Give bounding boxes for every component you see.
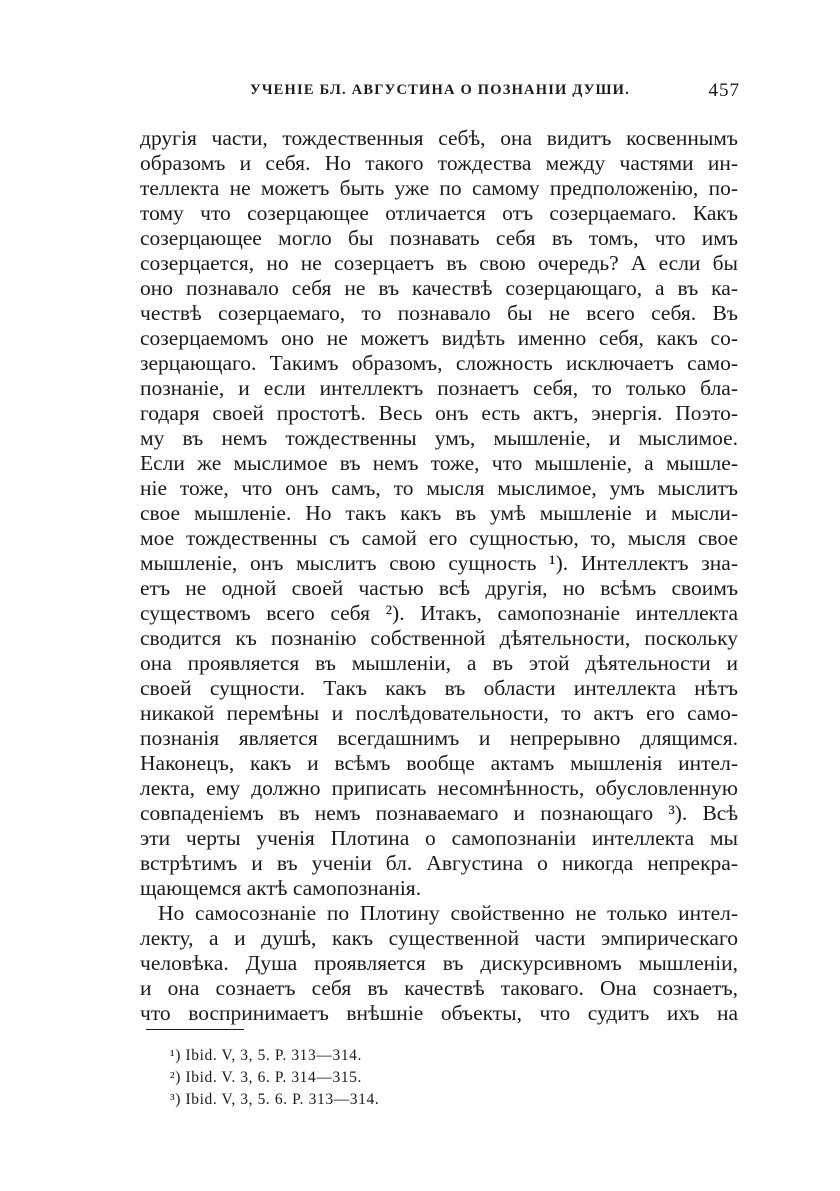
text-line: мое тождественны съ самой его сущностью, то, мысля свое (140, 526, 738, 550)
text-line: встрѣтимъ и въ ученіи бл. Августина о никогда непрекра- (140, 851, 738, 875)
text-line: созерцаемомъ оно не можетъ видѣть именно себя, какъ со- (140, 326, 738, 350)
text-line: сводится къ познанію собственной дѣятельности, поскольку (140, 626, 738, 650)
page-header (140, 80, 740, 104)
text-line: и она сознаетъ себя въ качествѣ таковаго. Она сознаетъ, (140, 976, 738, 1000)
text-line: лекта, ему должно приписать несомнѣнность, обусловленную (140, 776, 738, 800)
text-line: мышленіе, онъ мыслитъ свою сущность ¹). Интеллектъ зна- (140, 551, 738, 575)
text-line: своей сущности. Такъ какъ въ области интеллекта нѣтъ (140, 676, 738, 700)
footnote-divider (146, 1029, 244, 1030)
text-line: никакой перемѣны и послѣдовательности, то актъ его само- (140, 701, 738, 725)
text-line: лекту, а и душѣ, какъ существенной части эмпирическаго (140, 926, 738, 950)
text-line: годаря своей простотѣ. Весь онъ есть актъ, энергія. Поэто- (140, 401, 738, 425)
text-line: Но самосознаніе по Плотину свойственно не только интел- (158, 901, 738, 925)
text-line: чествѣ созерцаемаго, то познавало бы не всего себя. Въ (140, 301, 738, 325)
text-line: Наконецъ, какъ и всѣмъ вообще актамъ мышленія интел- (140, 751, 738, 775)
text-line: что воспринимаетъ внѣшніе объекты, что судитъ ихъ на (140, 1001, 738, 1025)
footnote: ¹) Ibid. V, 3, 5. P. 313—314. (170, 1047, 362, 1064)
text-line: етъ не одной своей частью всѣ другія, но всѣмъ своимъ (140, 576, 738, 600)
text-line: тому что созерцающее отличается отъ созерцаемаго. Какъ (140, 201, 738, 225)
text-line: зерцающаго. Такимъ образомъ, сложность исключаетъ само- (140, 351, 738, 375)
text-line: Если же мыслимое въ немъ тоже, что мышленіе, а мышле- (140, 451, 738, 475)
text-line: она проявляется въ мышленіи, а въ этой дѣятельности и (140, 651, 738, 675)
text-line: созерцается, но не созерцаетъ въ свою очередь? А если бы (140, 251, 738, 275)
text-line: совпаденіемъ въ немъ познаваемаго и познающаго ³). Всѣ (140, 801, 738, 825)
text-line: человѣка. Душа проявляется въ дискурсивномъ мышленіи, (140, 951, 738, 975)
text-line: существомъ всего себя ²). Итакъ, самопознаніе интеллекта (140, 601, 738, 625)
text-line: ніе тоже, что онъ самъ, то мысля мыслимое, умъ мыслитъ (140, 476, 738, 500)
text-line: созерцающее могло бы познавать себя въ томъ, что имъ (140, 226, 738, 250)
text-line: му въ немъ тождественны умъ, мышленіе, и мыслимое. (140, 426, 738, 450)
footnote: ³) Ibid. V, 3, 5. 6. P. 313—314. (170, 1091, 380, 1108)
text-line: образомъ и себя. Но такого тождества между частями ин- (140, 151, 738, 175)
running-title: УЧЕНІЕ БЛ. АВГУСТИНА О ПОЗНАНІИ ДУШИ. (250, 82, 630, 98)
text-line: другія части, тождественныя себѣ, она видитъ косвеннымъ (140, 126, 738, 150)
text-line: познанія является всегдашнимъ и непрерывно длящимся. (140, 726, 738, 750)
text-line: познаніе, и если интеллектъ познаетъ себя, то только бла- (140, 376, 738, 400)
text-line: эти черты ученія Плотина о самопознаніи интеллекта мы (140, 826, 738, 850)
footnote: ²) Ibid. V. 3, 6. P. 314—315. (170, 1069, 362, 1086)
text-line: щающемся актѣ самопознанія. (140, 876, 422, 900)
text-line: теллекта не можетъ быть уже по самому предположенію, по- (140, 176, 738, 200)
text-line: оно познавало себя не въ качествѣ созерцающаго, а въ ка- (140, 276, 738, 300)
page-number: 457 (708, 80, 740, 101)
text-line: свое мышленіе. Но такъ какъ въ умѣ мышленіе и мысли- (140, 501, 738, 525)
